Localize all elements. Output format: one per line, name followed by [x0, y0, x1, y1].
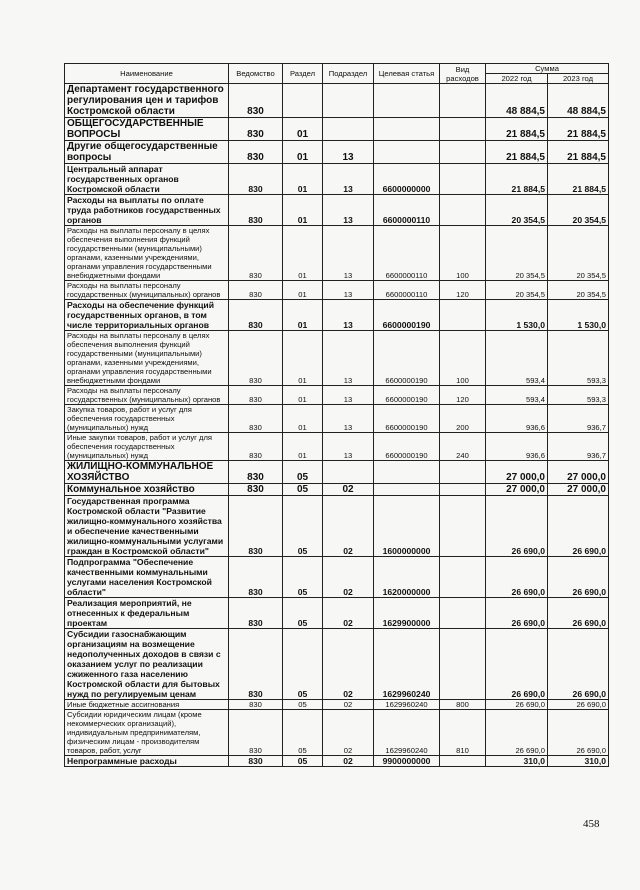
col-2022-header: 2022 год [486, 74, 548, 84]
cell-v1: 26 690,0 [486, 598, 548, 629]
cell-kind [440, 598, 486, 629]
col-2023-header: 2023 год [548, 74, 609, 84]
cell-tgt: 1629960240 [374, 700, 440, 710]
cell-v2: 26 690,0 [548, 700, 609, 710]
cell-sub: 13 [323, 141, 374, 164]
cell-kind [440, 84, 486, 118]
cell-kind [440, 141, 486, 164]
cell-kind [440, 484, 486, 496]
cell-dept: 830 [229, 84, 283, 118]
cell-dept: 830 [229, 195, 283, 226]
cell-v1: 1 530,0 [486, 300, 548, 331]
cell-tgt: 6600000110 [374, 226, 440, 281]
cell-v2: 27 000,0 [548, 484, 609, 496]
cell-v1: 48 884,5 [486, 84, 548, 118]
cell-tgt [374, 484, 440, 496]
cell-sub: 13 [323, 405, 374, 433]
cell-kind: 810 [440, 710, 486, 756]
cell-tgt: 6600000190 [374, 331, 440, 386]
cell-v1: 26 690,0 [486, 557, 548, 598]
cell-v1: 26 690,0 [486, 710, 548, 756]
cell-v1: 936,6 [486, 433, 548, 461]
cell-tgt: 1629960240 [374, 629, 440, 700]
cell-sec: 01 [283, 300, 323, 331]
budget-table [64, 63, 609, 767]
cell-kind [440, 496, 486, 557]
cell-v2: 26 690,0 [548, 710, 609, 756]
cell-sub: 02 [323, 710, 374, 756]
cell-dept: 830 [229, 496, 283, 557]
table-row [65, 496, 609, 557]
table-row [65, 756, 609, 767]
cell-sub: 02 [323, 756, 374, 767]
col-subsection-header: Подраздел [323, 64, 374, 84]
cell-v1: 26 690,0 [486, 700, 548, 710]
cell-v2: 21 884,5 [548, 141, 609, 164]
cell-v2: 48 884,5 [548, 84, 609, 118]
cell-v1: 21 884,5 [486, 118, 548, 141]
col-sum-header: Сумма [486, 64, 609, 74]
cell-kind [440, 629, 486, 700]
cell-v1: 21 884,5 [486, 164, 548, 195]
cell-dept: 830 [229, 141, 283, 164]
cell-v2: 310,0 [548, 756, 609, 767]
col-kind-header: Вид расходов [440, 64, 486, 84]
cell-tgt [374, 141, 440, 164]
cell-sub: 13 [323, 164, 374, 195]
cell-v1: 27 000,0 [486, 484, 548, 496]
cell-sec: 05 [283, 461, 323, 484]
cell-sec: 01 [283, 331, 323, 386]
page-number: 458 [583, 818, 600, 830]
cell-sub: 13 [323, 433, 374, 461]
cell-v1: 26 690,0 [486, 629, 548, 700]
col-section-header: Раздел [283, 64, 323, 84]
cell-tgt: 6600000190 [374, 433, 440, 461]
cell-v2: 26 690,0 [548, 629, 609, 700]
cell-name: Субсидии юридическим лицам (кроме некоммерческих организаций), индивидуальным предпринимателям, физическим лицам - производителям товаров, работ, услуг [65, 710, 229, 756]
cell-v2: 20 354,5 [548, 195, 609, 226]
cell-dept: 830 [229, 484, 283, 496]
table-row [65, 710, 609, 756]
cell-v2: 26 690,0 [548, 496, 609, 557]
col-name-header: Наименование [65, 64, 229, 84]
cell-kind: 800 [440, 700, 486, 710]
cell-tgt: 6600000110 [374, 195, 440, 226]
cell-sub: 13 [323, 300, 374, 331]
cell-dept: 830 [229, 226, 283, 281]
table-row [65, 484, 609, 496]
cell-name: Расходы на выплаты по оплате труда работников государственных органов [65, 195, 229, 226]
cell-tgt: 6600000190 [374, 405, 440, 433]
cell-dept: 830 [229, 598, 283, 629]
cell-name: Расходы на выплаты персоналу государственных (муниципальных) органов [65, 281, 229, 300]
cell-v1: 310,0 [486, 756, 548, 767]
cell-sub: 02 [323, 629, 374, 700]
cell-tgt: 1629900000 [374, 598, 440, 629]
cell-sec: 05 [283, 496, 323, 557]
cell-sec: 01 [283, 195, 323, 226]
cell-kind [440, 557, 486, 598]
cell-sec [283, 84, 323, 118]
cell-dept: 830 [229, 433, 283, 461]
cell-name: Закупка товаров, работ и услуг для обеспечения государственных (муниципальных) нужд [65, 405, 229, 433]
cell-sec: 05 [283, 484, 323, 496]
cell-sec: 05 [283, 700, 323, 710]
cell-name: Центральный аппарат государственных органов Костромской области [65, 164, 229, 195]
table-row [65, 461, 609, 484]
cell-v2: 26 690,0 [548, 557, 609, 598]
cell-tgt: 1620000000 [374, 557, 440, 598]
cell-sub: 02 [323, 557, 374, 598]
cell-sub: 13 [323, 386, 374, 405]
cell-sec: 05 [283, 756, 323, 767]
table-row [65, 195, 609, 226]
table-row [65, 141, 609, 164]
col-dept-header: Ведомство [229, 64, 283, 84]
table-row [65, 405, 609, 433]
cell-kind [440, 300, 486, 331]
cell-sec: 05 [283, 598, 323, 629]
cell-dept: 830 [229, 386, 283, 405]
cell-kind [440, 118, 486, 141]
cell-v1: 593,4 [486, 386, 548, 405]
cell-tgt: 1629960240 [374, 710, 440, 756]
cell-v2: 1 530,0 [548, 300, 609, 331]
cell-kind: 120 [440, 386, 486, 405]
table-row [65, 164, 609, 195]
cell-name: ЖИЛИЩНО-КОММУНАЛЬНОЕ ХОЗЯЙСТВО [65, 461, 229, 484]
cell-sec: 01 [283, 226, 323, 281]
cell-dept: 830 [229, 281, 283, 300]
cell-kind: 100 [440, 331, 486, 386]
cell-kind [440, 756, 486, 767]
cell-dept: 830 [229, 300, 283, 331]
cell-kind [440, 461, 486, 484]
table-row [65, 557, 609, 598]
table-row [65, 281, 609, 300]
cell-name: Иные бюджетные ассигнования [65, 700, 229, 710]
cell-v1: 21 884,5 [486, 141, 548, 164]
cell-sub [323, 461, 374, 484]
cell-name: Другие общегосударственные вопросы [65, 141, 229, 164]
cell-name: Расходы на выплаты персоналу в целях обеспечения выполнения функций государственными (муниципальными) органами, казенными учреждениями, органами управления государственными внебюджетными фондами [65, 331, 229, 386]
cell-tgt [374, 84, 440, 118]
cell-v2: 593,3 [548, 386, 609, 405]
cell-v1: 936,6 [486, 405, 548, 433]
cell-name: Подпрограмма "Обеспечение качественными коммунальными услугами населения Костромской области" [65, 557, 229, 598]
cell-v2: 20 354,5 [548, 226, 609, 281]
cell-name: Иные закупки товаров, работ и услуг для обеспечения государственных (муниципальных) нужд [65, 433, 229, 461]
cell-sec: 01 [283, 386, 323, 405]
cell-name: Расходы на обеспечение функций государственных органов, в том числе территориальных органов [65, 300, 229, 331]
cell-sub: 13 [323, 331, 374, 386]
cell-dept: 830 [229, 700, 283, 710]
cell-sec: 05 [283, 629, 323, 700]
table-row [65, 629, 609, 700]
cell-tgt: 6600000110 [374, 281, 440, 300]
cell-dept: 830 [229, 710, 283, 756]
cell-sub: 02 [323, 700, 374, 710]
cell-tgt: 9900000000 [374, 756, 440, 767]
cell-sub: 13 [323, 195, 374, 226]
cell-v2: 26 690,0 [548, 598, 609, 629]
cell-v2: 936,7 [548, 405, 609, 433]
cell-sec: 05 [283, 710, 323, 756]
cell-v1: 20 354,5 [486, 195, 548, 226]
cell-sub: 02 [323, 484, 374, 496]
cell-sec: 01 [283, 141, 323, 164]
cell-dept: 830 [229, 629, 283, 700]
table-row [65, 433, 609, 461]
cell-sub [323, 84, 374, 118]
cell-tgt: 1600000000 [374, 496, 440, 557]
cell-dept: 830 [229, 164, 283, 195]
table-row [65, 226, 609, 281]
cell-sub: 13 [323, 281, 374, 300]
cell-v2: 27 000,0 [548, 461, 609, 484]
cell-v2: 20 354,5 [548, 281, 609, 300]
table-body [65, 84, 609, 767]
cell-sub: 02 [323, 496, 374, 557]
cell-sec: 01 [283, 281, 323, 300]
cell-kind [440, 164, 486, 195]
cell-dept: 830 [229, 756, 283, 767]
cell-dept: 830 [229, 118, 283, 141]
cell-sub: 13 [323, 226, 374, 281]
cell-name: Непрограммные расходы [65, 756, 229, 767]
col-target-header: Целевая статья [374, 64, 440, 84]
cell-sec: 05 [283, 557, 323, 598]
cell-dept: 830 [229, 557, 283, 598]
table-row [65, 300, 609, 331]
cell-kind: 120 [440, 281, 486, 300]
cell-name: Департамент государственного регулирования цен и тарифов Костромской области [65, 84, 229, 118]
cell-name: Субсидии газоснабжающим организациям на возмещение недополученных доходов в связи с оказанием услуг по реализации сжиженного газа населению Костромской области для бытовых нужд по регулируемым ценам [65, 629, 229, 700]
cell-tgt [374, 118, 440, 141]
cell-tgt: 6600000190 [374, 386, 440, 405]
cell-v1: 20 354,5 [486, 281, 548, 300]
cell-name: Реализация мероприятий, не отнесенных к федеральным проектам [65, 598, 229, 629]
table-header [65, 64, 609, 84]
cell-tgt: 6600000190 [374, 300, 440, 331]
table-row [65, 386, 609, 405]
table-row [65, 700, 609, 710]
cell-sec: 01 [283, 405, 323, 433]
table-row [65, 598, 609, 629]
cell-name: Государственная программа Костромской области "Развитие жилищно-коммунального хозяйства и обеспечение качественными жилищно-коммунальными услугами граждан в Костромской области" [65, 496, 229, 557]
cell-kind: 240 [440, 433, 486, 461]
cell-tgt [374, 461, 440, 484]
cell-dept: 830 [229, 405, 283, 433]
table-row [65, 331, 609, 386]
cell-v1: 27 000,0 [486, 461, 548, 484]
cell-tgt: 6600000000 [374, 164, 440, 195]
cell-name: Коммунальное хозяйство [65, 484, 229, 496]
cell-v2: 21 884,5 [548, 164, 609, 195]
table-row [65, 84, 609, 118]
cell-name: Расходы на выплаты персоналу государственных (муниципальных) органов [65, 386, 229, 405]
cell-v2: 593,3 [548, 331, 609, 386]
cell-v1: 593,4 [486, 331, 548, 386]
cell-kind [440, 195, 486, 226]
table-row [65, 118, 609, 141]
cell-sub [323, 118, 374, 141]
cell-kind: 100 [440, 226, 486, 281]
cell-dept: 830 [229, 331, 283, 386]
cell-kind: 200 [440, 405, 486, 433]
cell-sec: 01 [283, 164, 323, 195]
cell-v2: 21 884,5 [548, 118, 609, 141]
cell-v1: 20 354,5 [486, 226, 548, 281]
cell-sec: 01 [283, 433, 323, 461]
cell-name: ОБЩЕГОСУДАРСТВЕННЫЕ ВОПРОСЫ [65, 118, 229, 141]
cell-sec: 01 [283, 118, 323, 141]
cell-v1: 26 690,0 [486, 496, 548, 557]
cell-v2: 936,7 [548, 433, 609, 461]
cell-sub: 02 [323, 598, 374, 629]
cell-name: Расходы на выплаты персоналу в целях обеспечения выполнения функций государственными (муниципальными) органами, казенными учреждениями, органами управления государственными внебюджетными фондами [65, 226, 229, 281]
cell-dept: 830 [229, 461, 283, 484]
